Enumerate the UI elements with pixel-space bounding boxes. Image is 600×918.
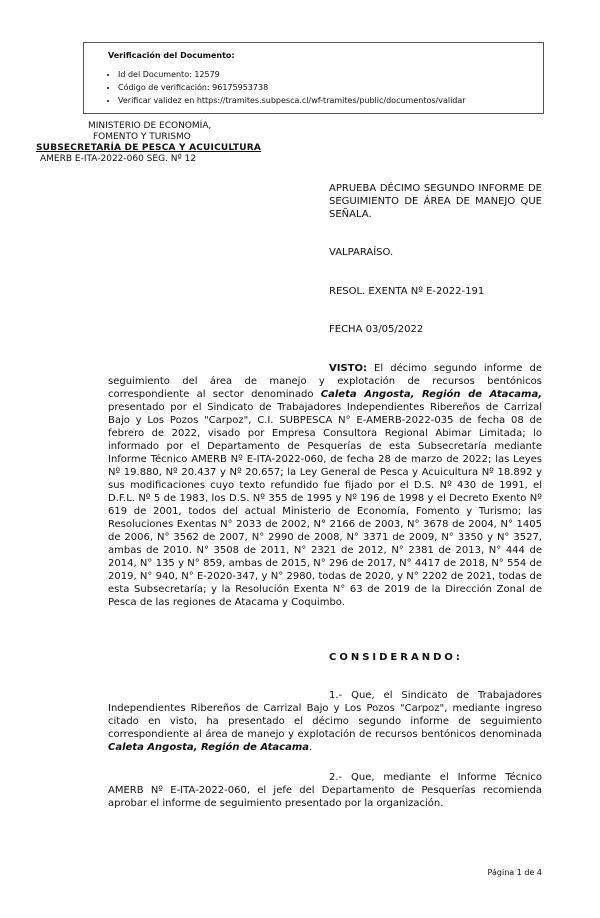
resolution-date: FECHA 03/05/2022 <box>329 324 424 335</box>
considerando-1 <box>108 689 542 754</box>
visto-paragraph <box>108 362 542 609</box>
ministry-line1: MINISTERIO DE ECONOMÍA, <box>88 121 212 131</box>
visto-label: VISTO: <box>329 363 367 374</box>
verification-id: • Id del Documento: 12579 <box>118 68 543 81</box>
ministry-header <box>30 121 290 165</box>
visto-text-1: El décimo segundo informe de seguimiento del área de manejo y explotación de recursos bentónicos correspondiente al sector denominado <box>108 363 542 400</box>
considerando-1-area: Caleta Angosta, Región de Atacama <box>108 742 309 753</box>
verification-title: Verificación del Documento: <box>108 51 235 60</box>
verification-url[interactable]: • Verificar validez en https://tramites.subpesca.cl/wf-tramites/public/documentos/validar <box>118 94 543 107</box>
verification-list <box>108 68 543 107</box>
ministry-line2: FOMENTO Y TURISMO <box>93 132 191 142</box>
subsecretaria-name: SUBSECRETARÍA DE PESCA Y ACUICULTURA <box>36 143 262 153</box>
visto-area: Caleta Angosta, Región de Atacama, <box>320 389 542 400</box>
resolution-number: RESOL. EXENTA Nº E-2022-191 <box>329 286 485 297</box>
considerando-2: 2.- Que, mediante el Informe Técnico AMERB Nº E-ITA-2022-060, el jefe del Departamento de Pesquerías recomienda aprobar el informe de seguimiento presentado por la organización. <box>108 772 542 809</box>
page-number: Página 1 de 4 <box>487 868 542 877</box>
place: VALPARAÍSO. <box>329 247 394 258</box>
reference-number: AMERB E-ITA-2022-060 SEG. Nº 12 <box>40 154 197 164</box>
considerando-heading: CONSIDERANDO: <box>329 652 463 663</box>
verification-box <box>83 42 544 114</box>
considerando-1-end: . <box>308 742 313 753</box>
considerando-1-text: 1.- Que, el Sindicato de Trabajadores Independientes Ribereños de Carrizal Bajo y Los Pozos "Carpoz", mediante ingreso citado en visto, ha presentado el décimo segundo informe de seguimiento correspondiente al área de manejo y explotación de recursos bentónicos denominada <box>108 690 542 740</box>
resolution-subject: APRUEBA DÉCIMO SEGUNDO INFORME DE SEGUIMIENTO DE ÁREA DE MANEJO QUE SEÑALA. <box>329 183 542 220</box>
verification-code: • Código de verificación: 96175953738 <box>118 81 543 94</box>
visto-text-2: presentado por el Sindicato de Trabajadores Independientes Ribereños de Carrizal Bajo y Los Pozos "Carpoz", C.I. SUBPESCA N° E-AMERB-2022-035 de fecha 08 de febrero de 2022, visado por Empresa Consultora Regional Abimar Limitada; lo informado por el Departamento de Pesquerías de esta Subsecretaría mediante Informe Técnico AMERB Nº E-ITA-2022-060, de fecha 28 de marzo de 2022; las Leyes Nº 19.880, Nº 20.437 y Nº 20.657; la Ley General de Pesca y Acuicultura Nº 18.892 y sus modificaciones cuyo texto refundido fue fijado por el D.S. Nº 430 de 1991, el D.F.L. Nº 5 de 1983, los D.S. Nº 355 de 1995 y Nº 196 de 1998 y el Decreto Exento Nº 619 de 2001, todos del actual Ministerio de Economía, Fomento y Turismo; las Resoluciones Exentas N° 2033 de 2002, N° 2166 de 2003, N° 3678 de 2004, N° 1405 de 2006, N° 3562 de 2007, N° 2990 de 2008, N° 3371 de 2009, N° 3350 y N° 3527, ambas de 2010. N° 3508 de 2011, N° 2321 de 2012, N° 2381 de 2013, N° 444 de 2014, N° 135 y N° 859, ambas de 2015, N° 296 de 2017, N° 4417 de 2018, N° 554 de 2019, N° 940, N° E-2020-347, y N° 2980, todas de 2020, y N° 2202 de 2021, todas de esta Subsecretaría; y la Resolución Exenta N° 63 de 2019 de la Dirección Zonal de Pesca de las regiones de Atacama y Coquimbo. <box>108 402 542 608</box>
